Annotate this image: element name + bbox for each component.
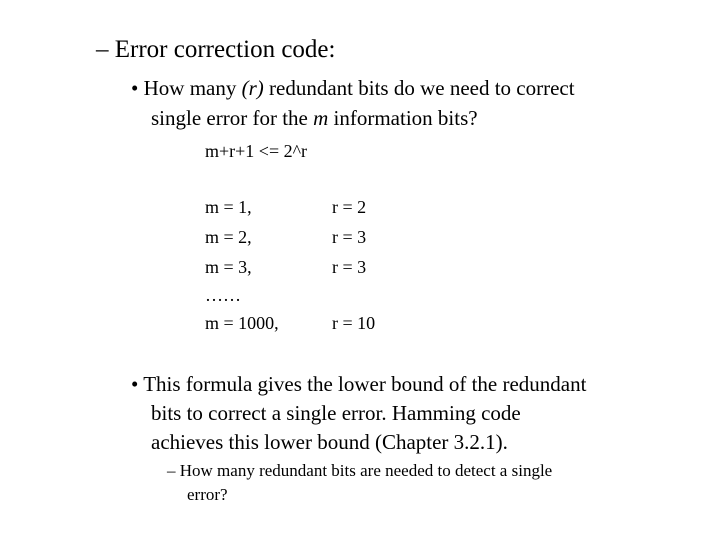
heading-dash: – — [96, 36, 109, 63]
subpoint-dash: – — [167, 461, 176, 480]
subpoint-question-line1 — [167, 460, 552, 482]
bullet1-line2-b: information bits? — [328, 106, 478, 130]
bullet1-line2-a: single error for the — [151, 106, 314, 130]
table-row-m: m = 3, — [205, 257, 252, 277]
slide-heading — [96, 34, 335, 66]
bullet1-r-var: (r) — [241, 76, 264, 100]
table-row-m: m = 1000, — [205, 313, 279, 333]
bullet2-text-line3: achieves this lower bound (Chapter 3.2.1). — [151, 430, 508, 454]
table-row-r: r = 10 — [332, 313, 376, 333]
inequality-formula: m+r+1 <= 2^r — [205, 141, 308, 161]
bullet-question-line1 — [131, 74, 575, 102]
table-row-r: r = 2 — [332, 197, 367, 217]
table-row-r: r = 3 — [332, 227, 367, 247]
bullet-marker: • — [131, 76, 139, 100]
table-row-m: m = 2, — [205, 227, 252, 247]
heading-text: Error correction code: — [114, 36, 336, 63]
bullet1-text-b: redundant bits do we need to correct — [263, 76, 575, 100]
subpoint-text-line2: error? — [187, 485, 228, 504]
table-row-m: m = 1, — [205, 197, 252, 217]
bullet1-text-a: How many — [143, 76, 242, 100]
bullet-marker: • — [131, 372, 139, 396]
table-row-r: r = 3 — [332, 257, 367, 277]
bullet2-text-line2: bits to correct a single error. Hamming code — [151, 401, 521, 425]
bullet-question-line2 — [151, 104, 478, 132]
table-ellipsis: …… — [205, 285, 241, 305]
subpoint-text-line1: How many redundant bits are needed to detect a single — [179, 461, 553, 480]
bullet2-text-line1: This formula gives the lower bound of the redundant — [143, 372, 587, 396]
bullet1-m-var: m — [313, 106, 329, 130]
bullet-formula-note-line1 — [131, 370, 586, 398]
